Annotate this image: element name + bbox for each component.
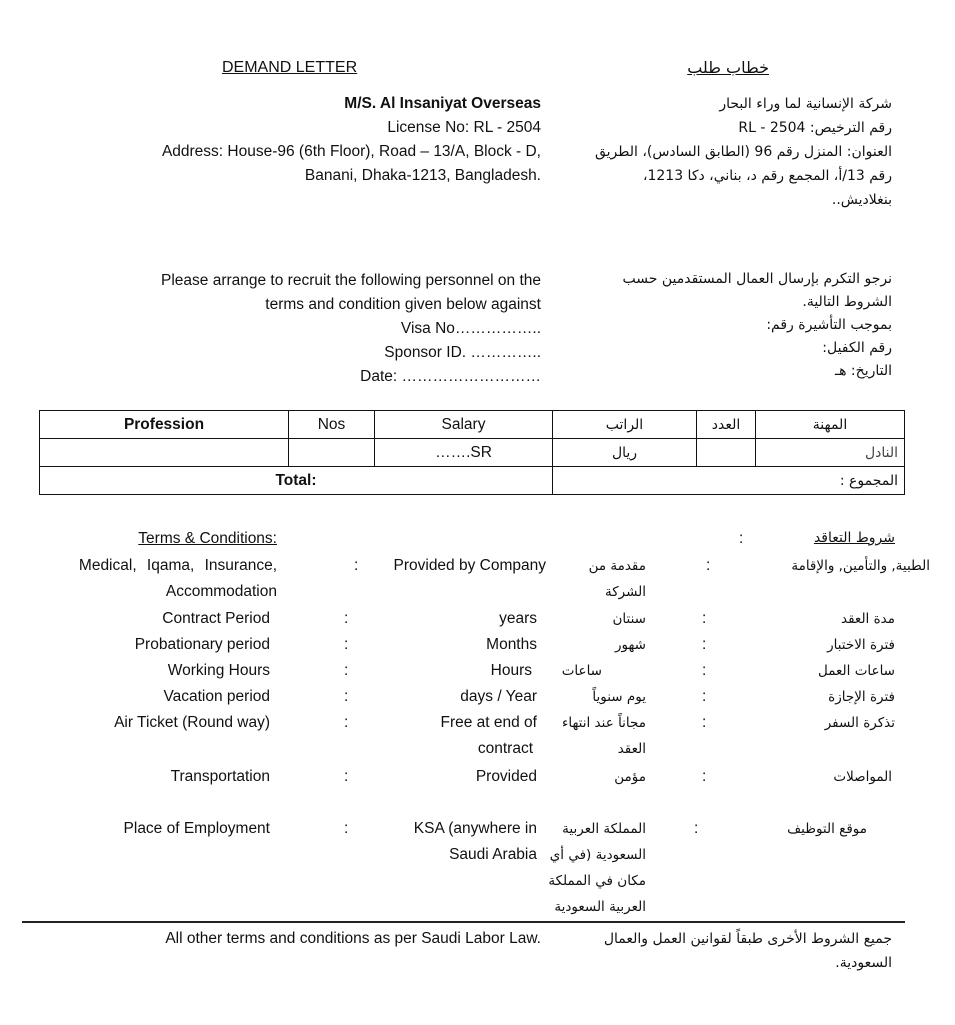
ar-address-line-2: رقم 13/أ، المجمع رقم د، بناني، دكا 1213،	[642, 168, 892, 184]
term-value-line: Saudi Arabia	[449, 846, 537, 863]
license-number: License No: RL - 2504	[387, 119, 541, 136]
header-ar-nos: العدد	[697, 411, 756, 439]
footer-text-en: All other terms and conditions as per Saudi Labor Law.	[165, 930, 541, 947]
term-colon: :	[354, 557, 359, 574]
term-label: Transportation	[170, 768, 270, 785]
term-label-line: Accommodation	[165, 583, 277, 600]
term-value	[414, 816, 537, 868]
ar-address-line-3: بنغلاديش..	[831, 192, 892, 208]
cell-nos	[289, 439, 375, 467]
header-ar-profession: المهنة	[756, 411, 905, 439]
term-ar-value-line: الشركة	[604, 584, 646, 600]
table-header-row	[40, 411, 905, 439]
address-line-2: Banani, Dhaka-1213, Bangladesh.	[304, 167, 541, 184]
term-label: Contract Period	[162, 610, 270, 627]
cell-ar-nos	[697, 439, 756, 467]
ar-total-label: المجموع :	[553, 467, 905, 495]
term-ar-value	[562, 710, 646, 762]
term-ar-colon: :	[702, 636, 707, 653]
term-colon: :	[344, 636, 349, 653]
term-ar-label: فترة الإجازة	[828, 689, 895, 705]
term-value: Months	[486, 636, 537, 653]
term-ar-value: مؤمن	[614, 769, 646, 785]
term-label: Working Hours	[167, 662, 270, 679]
table-total-row	[40, 467, 905, 495]
term-value: days / Year	[460, 688, 537, 705]
term-value	[440, 710, 537, 762]
term-ar-label: المواصلات	[833, 769, 892, 785]
term-ar-colon: :	[694, 820, 699, 837]
term-label: Probationary period	[134, 636, 270, 653]
document-title-ar: خطاب طلب	[687, 58, 769, 77]
cell-salary: …….SR	[375, 439, 553, 467]
ar-company-name: شركة الإنسانية لما وراء البحار	[719, 96, 892, 112]
term-ar-value: ساعات	[561, 663, 602, 679]
ar-license-number: رقم الترخيص: RL - 2504	[738, 120, 892, 136]
term-value-line: KSA (anywhere in	[413, 820, 537, 837]
term-ar-value-line: السعودية (في أي	[549, 847, 646, 863]
term-ar-value: سنتان	[612, 611, 646, 627]
term-ar-colon: :	[702, 688, 707, 705]
term-ar-colon: :	[706, 557, 711, 574]
term-ar-label: الطبية, والتأمين, والإقامة	[791, 558, 930, 574]
header-profession: Profession	[40, 411, 289, 439]
ar-terms-heading: شروط التعاقد	[813, 530, 895, 546]
header-salary: Salary	[375, 411, 553, 439]
address-line-1: Address: House-96 (6th Floor), Road – 13/A, Block - D,	[161, 143, 541, 160]
ar-visa-number-field: بموجب التأشيرة رقم:	[766, 317, 892, 333]
term-colon: :	[344, 662, 349, 679]
term-ar-colon: :	[702, 714, 707, 731]
term-ar-label: فترة الاختبار	[827, 637, 895, 653]
company-info-en	[162, 92, 541, 188]
visa-number-field: Visa No……………..	[400, 320, 541, 337]
term-ar-colon: :	[702, 610, 707, 627]
ar-sponsor-id-field: رقم الكفيل:	[822, 340, 892, 356]
ar-date-field: التاريخ: هـ	[835, 363, 892, 379]
term-ar-value-line: مقدمة من	[588, 558, 646, 574]
term-colon: :	[344, 820, 349, 837]
cell-ar-salary: ريال	[553, 439, 697, 467]
term-label	[79, 553, 277, 605]
term-value: Hours	[490, 662, 532, 679]
term-ar-colon: :	[702, 768, 707, 785]
company-info-ar	[552, 92, 892, 212]
sponsor-id-field: Sponsor ID. …………..	[384, 344, 541, 361]
request-line-2: terms and condition given below against	[265, 296, 541, 313]
term-value: Provided	[475, 768, 537, 785]
term-colon: :	[344, 714, 349, 731]
company-name: M/S. Al Insaniyat Overseas	[344, 95, 541, 112]
term-label-line: Medical, Iqama, Insurance,	[78, 557, 277, 574]
request-text-en	[161, 269, 541, 389]
term-ar-value	[589, 553, 646, 605]
term-ar-value: يوم سنوياً	[592, 689, 646, 705]
header-nos: Nos	[289, 411, 375, 439]
term-ar-value-line: مكان في المملكة	[548, 873, 646, 889]
term-label: Air Ticket (Round way)	[114, 714, 270, 731]
term-colon: :	[344, 610, 349, 627]
ar-request-line-1: نرجو التكرم بإرسال العمال المستقدمين حسب	[622, 271, 892, 287]
term-ar-label: تذكرة السفر	[824, 715, 895, 731]
terms-heading: Terms & Conditions:	[138, 530, 277, 547]
term-ar-value: شهور	[614, 637, 646, 653]
ar-request-line-2: الشروط التالية.	[802, 294, 892, 310]
footer-text-ar: جميع الشروط الأخرى طبقاً لقوانين العمل والعمال السعودية.	[603, 931, 892, 971]
horizontal-divider	[22, 921, 905, 923]
table-row	[40, 439, 905, 467]
term-colon: :	[344, 768, 349, 785]
term-ar-colon: :	[702, 662, 707, 679]
request-text-ar	[552, 268, 892, 383]
date-field: Date: ………………………	[360, 368, 541, 385]
cell-ar-profession: النادل	[756, 439, 905, 467]
term-ar-value-line: مجاناً عند انتهاء	[562, 715, 646, 731]
term-label: Vacation period	[163, 688, 270, 705]
term-ar-label: مدة العقد	[841, 611, 895, 627]
header-ar-salary: الراتب	[553, 411, 697, 439]
term-ar-label: ساعات العمل	[818, 663, 895, 679]
term-colon: :	[344, 688, 349, 705]
term-value-line: Free at end of	[440, 714, 537, 731]
ar-terms-heading-colon: :	[739, 530, 744, 547]
term-value: years	[499, 610, 537, 627]
term-ar-label: موقع التوظيف	[787, 821, 867, 837]
document-title-en: DEMAND LETTER	[222, 59, 358, 76]
term-ar-value-line: العقد	[617, 741, 646, 757]
term-value-line: contract	[477, 740, 533, 757]
term-ar-value-line: المملكة العربية	[562, 821, 646, 837]
personnel-table	[39, 410, 905, 495]
ar-address-line-1: العنوان: المنزل رقم 96 (الطابق السادس)، الطريق	[594, 144, 892, 160]
term-label: Place of Employment	[123, 820, 270, 837]
total-label: Total:	[40, 467, 553, 495]
term-ar-value-line: العربية السعودية	[554, 899, 646, 915]
request-line-1: Please arrange to recruit the following personnel on the	[161, 272, 541, 289]
cell-profession	[40, 439, 289, 467]
term-value: Provided by Company	[393, 557, 546, 574]
term-ar-value	[548, 816, 646, 920]
